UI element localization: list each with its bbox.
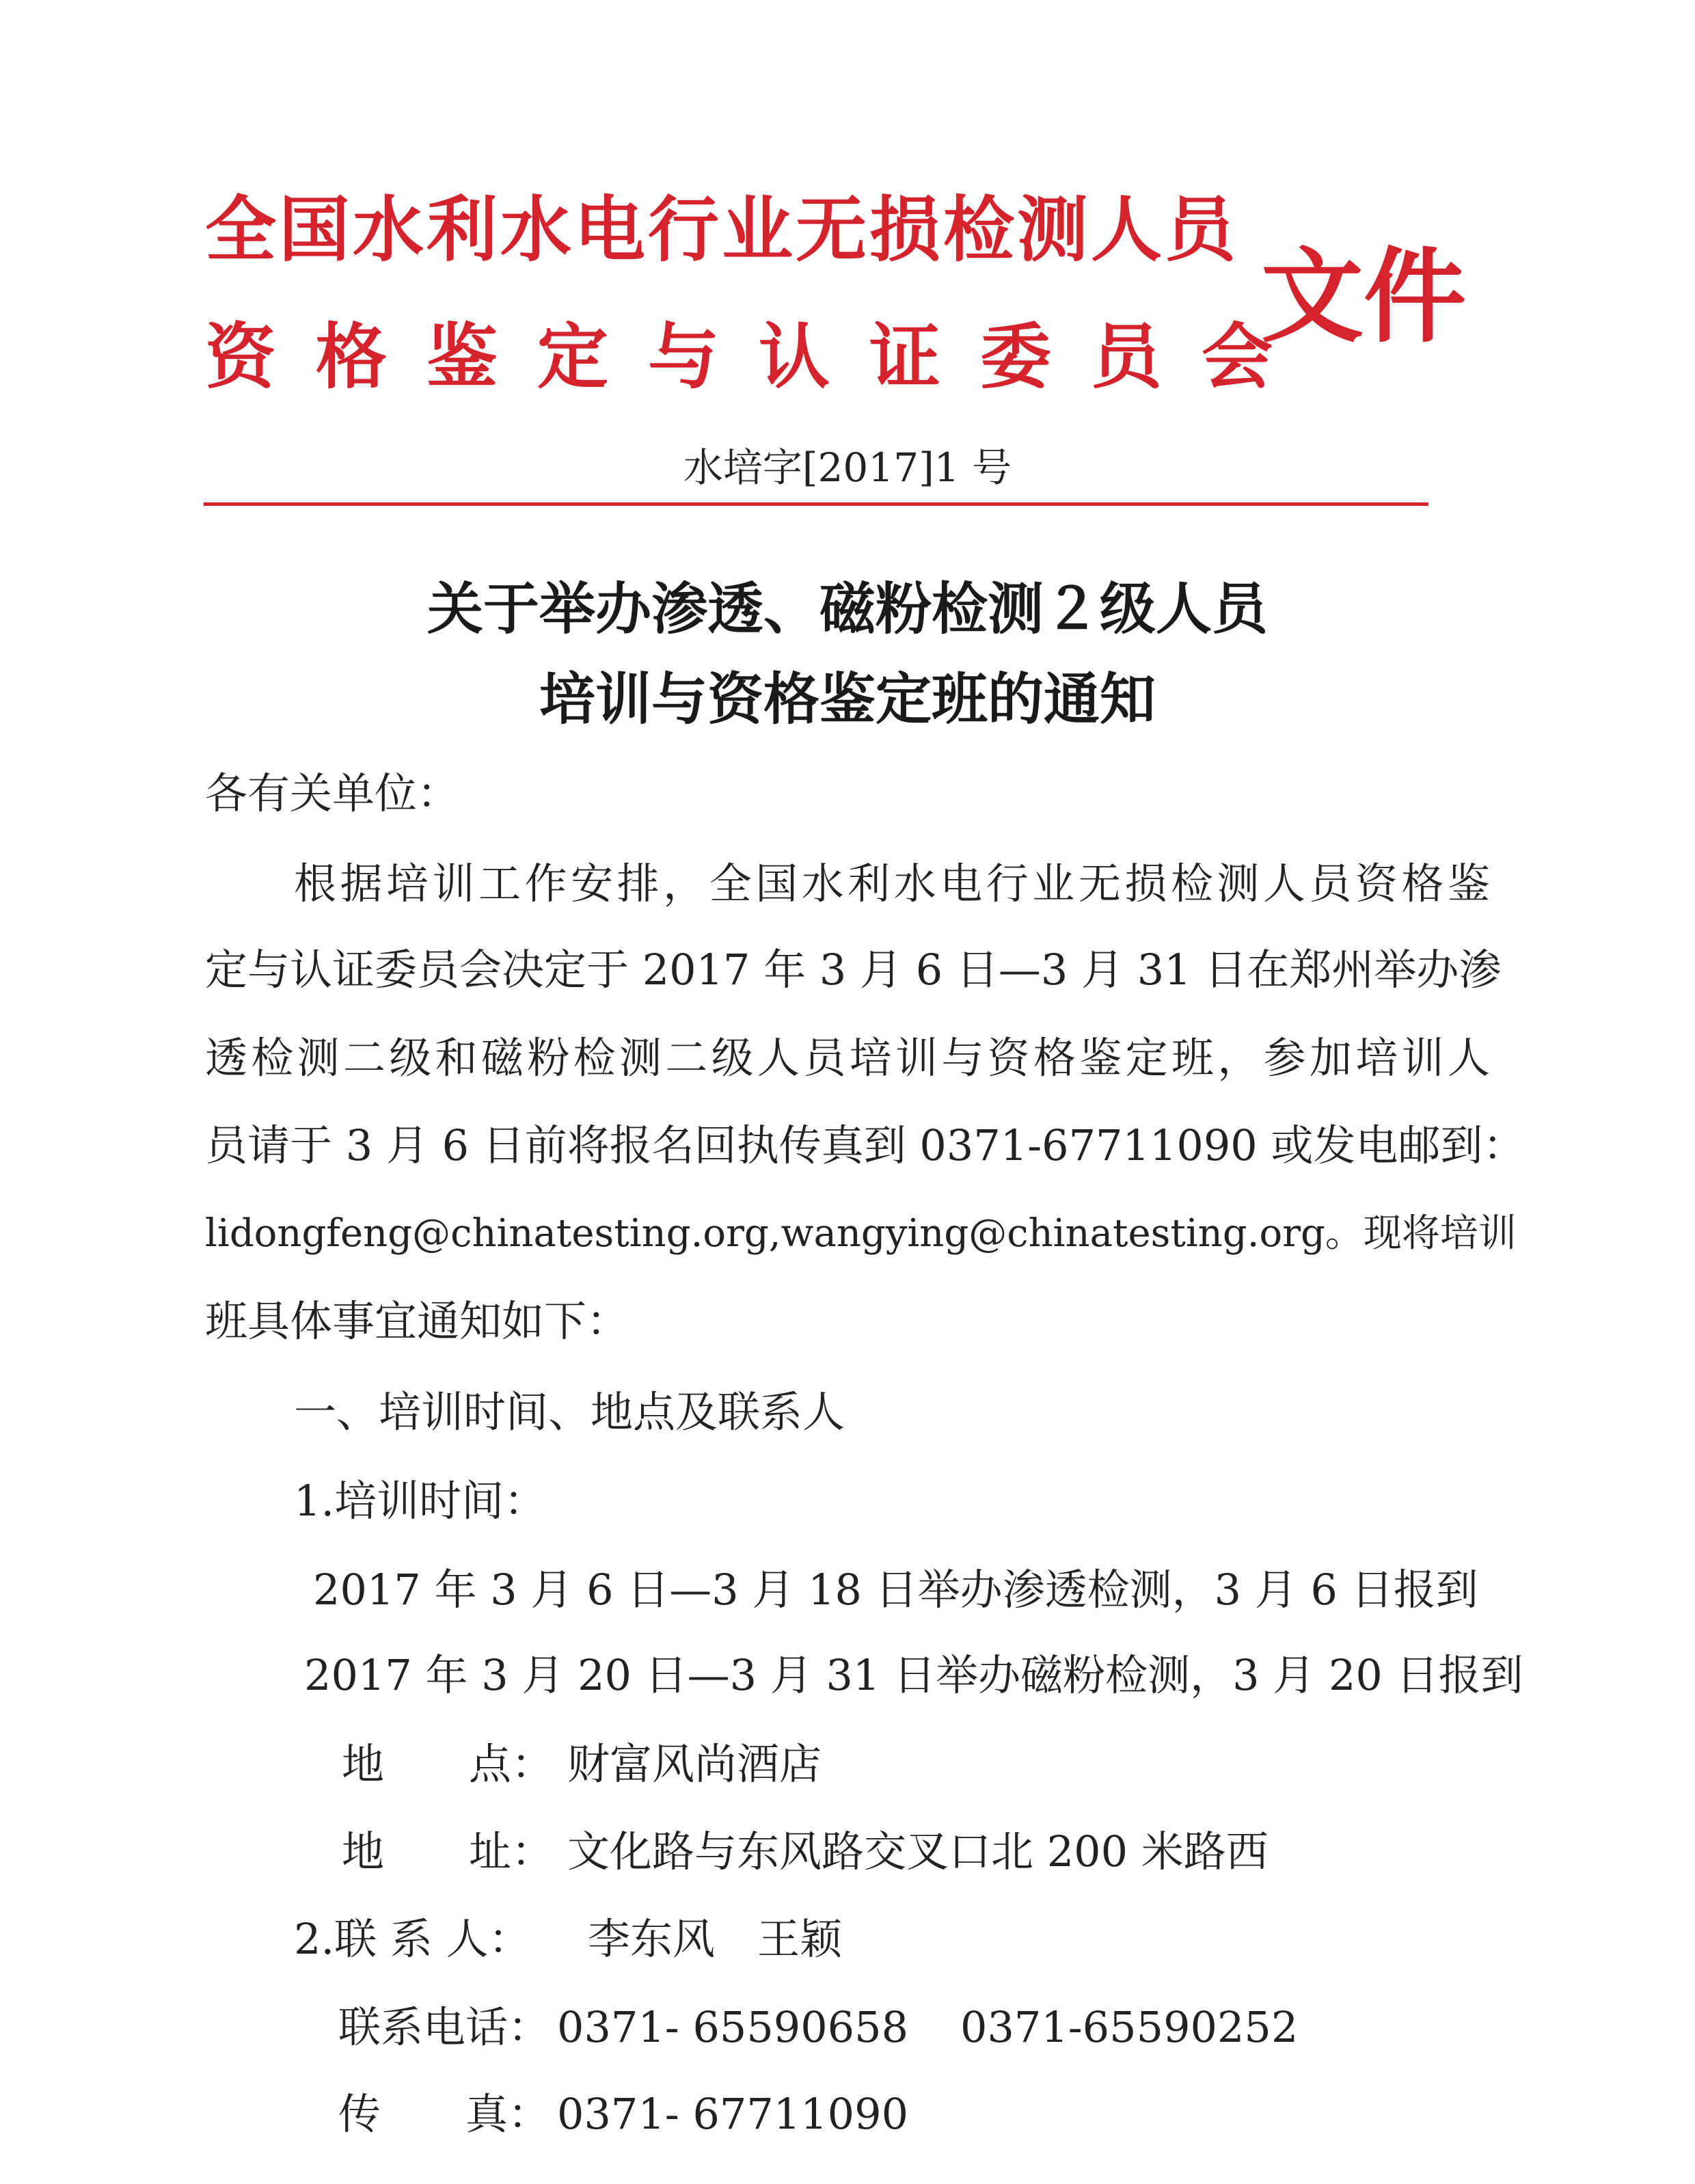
document-number: 水培字[2017]1 号 <box>683 444 1012 491</box>
section-heading: 一、培训时间、地点及联系人 <box>294 1387 845 1437</box>
salutation: 各有关单位： <box>205 768 460 818</box>
training-time-label: 1.培训时间： <box>294 1476 547 1526</box>
phone-label: 联系电话： <box>338 2002 551 2052</box>
address-label: 地 址： <box>342 1826 554 1876</box>
notice-title-line-1: 关于举办渗透、磁粉检测２级人员 <box>426 576 1268 642</box>
fax-label: 传 真： <box>338 2089 551 2139</box>
schedule-line: 2017 年 3 月 20 日—3 月 31 日举办磁粉检测，3 月 20 日报到 <box>304 1650 1523 1700</box>
paragraph-line: 透检测二级和磁粉检测二级人员培训与资格鉴定班，参加培训人 <box>205 1033 1490 1083</box>
schedule-line: 2017 年 3 月 6 日—3 月 18 日举办渗透检测，3 月 6 日报到 <box>313 1565 1478 1615</box>
header-divider <box>204 502 1428 506</box>
phone-number-2: 0371-65590252 <box>960 2002 1299 2052</box>
phone-number-1: 0371- 65590658 <box>557 2002 909 2052</box>
paragraph-line: lidongfeng@chinatesting.org,wangying@chinatesting.org。现将培训 <box>205 1211 1517 1256</box>
header-organization-line-1: 全国水利水电行业无损检测人员 <box>205 188 1239 271</box>
contact-person-names: 李东风 王颖 <box>588 1914 843 1964</box>
paragraph-line: 班具体事宜通知如下： <box>205 1296 629 1346</box>
paragraph-line: 根据培训工作安排，全国水利水电行业无损检测人员资格鉴 <box>294 859 1490 908</box>
venue-value: 财富风尚酒店 <box>567 1739 822 1789</box>
paragraph-line: 员请于 3 月 6 日前将报名回执传真到 0371-67711090 或发电邮到： <box>205 1120 1526 1170</box>
fax-number: 0371- 67711090 <box>557 2089 909 2139</box>
header-organization-line-2: 资格鉴定与认证委员会 <box>205 315 1313 399</box>
venue-label: 地 点： <box>342 1739 554 1789</box>
address-value: 文化路与东风路交叉口北 200 米路西 <box>567 1826 1269 1876</box>
contact-person-label: 2.联 系 人： <box>294 1914 531 1964</box>
notice-title-line-2: 培训与资格鉴定班的通知 <box>539 666 1156 732</box>
paragraph-line: 定与认证委员会决定于 2017 年 3 月 6 日—3 月 31 日在郑州举办渗 <box>205 945 1502 995</box>
header-document-suffix: 文件 <box>1261 238 1467 357</box>
